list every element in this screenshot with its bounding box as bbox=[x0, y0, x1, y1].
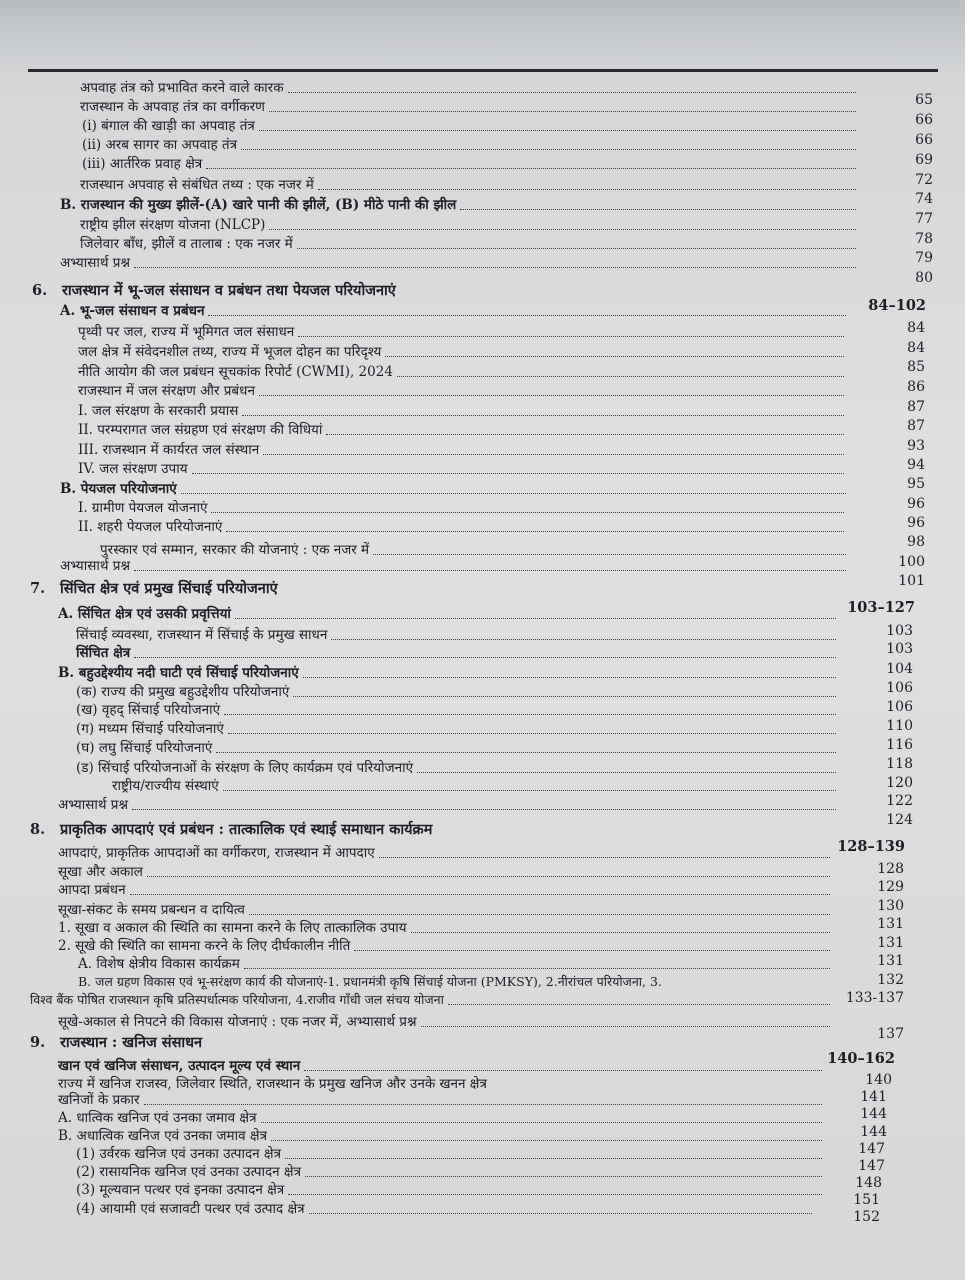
toc-entry: सूखा-संकट के समय प्रबन्धन व दायित्व bbox=[58, 902, 834, 918]
page-number: 103 bbox=[886, 623, 913, 639]
page-number: 131 bbox=[877, 916, 904, 932]
chapter-page-range: 103–127 bbox=[847, 599, 915, 616]
chapter-page-range: 128–139 bbox=[837, 838, 905, 855]
page-number: 124 bbox=[886, 812, 913, 828]
toc-entry: राष्ट्रीय झील संरक्षण योजना (NLCP) bbox=[80, 217, 860, 233]
toc-entry: सिंचाई व्यवस्था, राजस्थान में सिंचाई के प्रमुख साधन bbox=[76, 627, 840, 643]
page-number: 74 bbox=[915, 191, 933, 207]
page-number: 93 bbox=[907, 438, 925, 454]
page-number: 84 bbox=[907, 320, 925, 336]
page-number: 148 bbox=[855, 1175, 882, 1191]
page-number: 104 bbox=[886, 661, 913, 677]
toc-entry: सूखे-अकाल से निपटने की विकास योजनाएं : एक नजर में, अभ्यासार्थ प्रश्न bbox=[58, 1014, 834, 1030]
page-number: 103 bbox=[886, 641, 913, 657]
chapter-page-range: 140–162 bbox=[827, 1050, 895, 1067]
toc-entry: राजस्थान में जल संरक्षण और प्रबंधन bbox=[78, 383, 848, 399]
page-number: 118 bbox=[886, 756, 913, 772]
toc-entry: नीति आयोग की जल प्रबंधन सूचकांक रिपोर्ट (CWMI), 2024 bbox=[78, 364, 848, 380]
page-number: 147 bbox=[858, 1141, 885, 1157]
toc-entry: I. जल संरक्षण के सरकारी प्रयास bbox=[78, 403, 848, 419]
page-number: 95 bbox=[907, 476, 925, 492]
page-number: 151 bbox=[853, 1192, 880, 1208]
page-number: 72 bbox=[915, 172, 933, 188]
toc-entry: राजस्थान अपवाह से संबंधित तथ्य : एक नजर में bbox=[80, 177, 860, 193]
page-number: 131 bbox=[877, 935, 904, 951]
toc-entry: अपवाह तंत्र को प्रभावित करने वाले कारक bbox=[80, 80, 860, 96]
page-number: 131 bbox=[877, 953, 904, 969]
toc-entry: A. सिंचित क्षेत्र एवं उसकी प्रवृत्तियां bbox=[58, 606, 840, 622]
page-number: 106 bbox=[886, 699, 913, 715]
toc-entry: B. राजस्थान की मुख्य झीलें-(A) खारे पानी की झीलें, (B) मीठे पानी की झील bbox=[60, 197, 860, 213]
page-number: 65 bbox=[915, 92, 933, 108]
page-number: 137 bbox=[877, 1026, 904, 1042]
page-number: 140 bbox=[865, 1072, 892, 1088]
toc-entry: B. बहुउद्देश्यीय नदी घाटी एवं सिंचाई परियोजनाएं bbox=[58, 665, 840, 681]
page-number: 144 bbox=[860, 1124, 887, 1140]
page-number: 86 bbox=[907, 379, 925, 395]
toc-entry: (i) बंगाल की खाड़ी का अपवाह तंत्र bbox=[82, 118, 860, 134]
page-number: 69 bbox=[915, 152, 933, 168]
toc-entry: अभ्यासार्थ प्रश्न bbox=[58, 797, 840, 813]
toc-entry: खान एवं खनिज संसाधन, उत्पादन मूल्य एवं स्थान bbox=[58, 1058, 826, 1074]
page-number: 106 bbox=[886, 680, 913, 696]
page-number: 78 bbox=[915, 231, 933, 247]
toc-entry: आपदाएं, प्राकृतिक आपदाओं का वर्गीकरण, राजस्थान में आपदाए bbox=[58, 845, 834, 861]
page-number: 84 bbox=[907, 340, 925, 356]
toc-entry: B. अधात्विक खनिज एवं उनका जमाव क्षेत्र bbox=[58, 1128, 826, 1144]
toc-entry: पुरस्कार एवं सम्मान, सरकार की योजनाएं : एक नजर में bbox=[100, 542, 850, 558]
page-number: 87 bbox=[907, 399, 925, 415]
page-number: 130 bbox=[877, 898, 904, 914]
page-number: 77 bbox=[915, 211, 933, 227]
toc-entry: सिंचित क्षेत्र bbox=[76, 645, 840, 661]
page-number: 116 bbox=[886, 737, 913, 753]
chapter-heading: 8. प्राकृतिक आपदाएं एवं प्रबंधन : तात्कालिक एवं स्थाई समाधान कार्यक्रम bbox=[30, 821, 433, 838]
toc-entry: पृथ्वी पर जल, राज्य में भूमिगत जल संसाधन bbox=[78, 324, 848, 340]
toc-entry: (4) आयामी एवं सजावटी पत्थर एवं उत्पाद क्षेत्र bbox=[76, 1201, 816, 1217]
page-number: 141 bbox=[860, 1089, 887, 1105]
toc-entry: (iii) आर्तरिक प्रवाह क्षेत्र bbox=[82, 156, 860, 172]
toc-entry: जल क्षेत्र में संवेदनशील तथ्य, राज्य में भूजल दोहन का परिदृश्य bbox=[78, 344, 848, 360]
toc-entry: खनिजों के प्रकार bbox=[58, 1092, 826, 1108]
page-number: 132 bbox=[877, 972, 904, 988]
page-number: 98 bbox=[907, 534, 925, 550]
toc-entry: IV. जल संरक्षण उपाय bbox=[78, 461, 848, 477]
toc-entry: I. ग्रामीण पेयजल योजनाएं bbox=[78, 500, 848, 516]
toc-entry: अभ्यासार्थ प्रश्न bbox=[60, 255, 860, 271]
page-number: 152 bbox=[853, 1209, 880, 1225]
page-number: 79 bbox=[915, 250, 933, 266]
toc-entry: 2. सूखे की स्थिति का सामना करने के लिए दीर्घकालीन नीति bbox=[58, 938, 834, 954]
toc-entry: A. भू-जल संसाधन व प्रबंधन bbox=[60, 303, 850, 319]
toc-entry: (क) राज्य की प्रमुख बहुउद्देशीय परियोजनाएं bbox=[76, 684, 840, 700]
toc-entry: राज्य में खनिज राजस्व, जिलेवार स्थिति, राजस्थान के प्रमुख खनिज और उनके खनन क्षेत्र bbox=[58, 1076, 487, 1092]
chapter-page-range: 84–102 bbox=[868, 297, 926, 314]
chapter-heading: 7. सिंचित क्षेत्र एवं प्रमुख सिंचाई परियोजनाएं bbox=[30, 580, 278, 597]
page-number: 129 bbox=[877, 879, 904, 895]
page-number: 80 bbox=[915, 270, 933, 286]
toc-entry: विश्व बैंक पोषित राजस्थान कृषि प्रतिस्पर्धात्मक परियोजना, 4.राजीव गाँधी जल संचय योजना bbox=[30, 992, 834, 1008]
page-number: 96 bbox=[907, 515, 925, 531]
toc-entry: सूखा और अकाल bbox=[58, 864, 834, 880]
toc-entry: (ड) सिंचाई परियोजनाओं के संरक्षण के लिए कार्यक्रम एवं परियोजनाएं bbox=[76, 760, 840, 776]
chapter-heading: 6. राजस्थान में भू-जल संसाधन व प्रबंधन तथा पेयजल परियोजनाएं bbox=[32, 282, 396, 299]
page-number: 96 bbox=[907, 496, 925, 512]
toc-entry: 1. सूखा व अकाल की स्थिति का सामना करने के लिए तात्कालिक उपाय bbox=[58, 920, 834, 936]
page-number: 133-137 bbox=[845, 990, 904, 1006]
toc-entry: II. शहरी पेयजल परियोजनाएं bbox=[78, 519, 848, 535]
toc-entry: (2) रासायनिक खनिज एवं उनका उत्पादन क्षेत्र bbox=[76, 1164, 826, 1180]
page-number: 87 bbox=[907, 418, 925, 434]
page-number: 144 bbox=[860, 1106, 887, 1122]
page-number: 66 bbox=[915, 132, 933, 148]
toc-entry: (1) उर्वरक खनिज एवं उनका उत्पादन क्षेत्र bbox=[76, 1146, 826, 1162]
toc-entry: B. जल ग्रहण विकास एवं भू-सरंक्षण कार्य की योजनाएं-1. प्रधानमंत्री कृषि सिंचाई योजना (PMKSY), 2.नीरांचल परियोजना, 3. bbox=[78, 974, 662, 989]
toc-entry: (ख) वृहद् सिंचाई परियोजनाएं bbox=[76, 702, 840, 718]
toc-entry: (3) मूल्यवान पत्थर एवं इनका उत्पादन क्षेत्र bbox=[76, 1182, 826, 1198]
toc-entry: A. धात्विक खनिज एवं उनका जमाव क्षेत्र bbox=[58, 1110, 826, 1126]
toc-entry: राष्ट्रीय/राज्यीय संस्थाएं bbox=[112, 778, 840, 794]
toc-entry: III. राजस्थान में कार्यरत जल संस्थान bbox=[78, 442, 848, 458]
toc-entry: II. परम्परागत जल संग्रहण एवं संरक्षण की विधियां bbox=[78, 422, 848, 438]
toc-entry: अभ्यासार्थ प्रश्न bbox=[60, 558, 850, 574]
page-number: 128 bbox=[877, 861, 904, 877]
chapter-heading: 9. राजस्थान : खनिज संसाधन bbox=[30, 1034, 203, 1051]
page-number: 94 bbox=[907, 457, 925, 473]
toc-entry: (घ) लघु सिंचाई परियोजनाएं bbox=[76, 740, 840, 756]
page-number: 110 bbox=[886, 718, 913, 734]
toc-entry: जिलेवार बाँध, झीलें व तालाब : एक नजर में bbox=[80, 236, 860, 252]
page-number: 147 bbox=[858, 1158, 885, 1174]
page-number: 66 bbox=[915, 112, 933, 128]
page-number: 85 bbox=[907, 359, 925, 375]
page-number: 101 bbox=[898, 573, 925, 589]
toc-entry: (ii) अरब सागर का अपवाह तंत्र bbox=[82, 137, 860, 153]
toc-entry: A. विशेष क्षेत्रीय विकास कार्यक्रम bbox=[78, 956, 834, 972]
page-number: 120 bbox=[886, 775, 913, 791]
toc-entry: आपदा प्रबंधन bbox=[58, 882, 834, 898]
toc-entry: राजस्थान के अपवाह तंत्र का वर्गीकरण bbox=[80, 99, 860, 115]
page-number: 122 bbox=[886, 793, 913, 809]
toc-entry: B. पेयजल परियोजनाएं bbox=[60, 481, 850, 497]
toc-entry: (ग) मध्यम सिंचाई परियोजनाएं bbox=[76, 721, 840, 737]
page-number: 100 bbox=[898, 554, 925, 570]
